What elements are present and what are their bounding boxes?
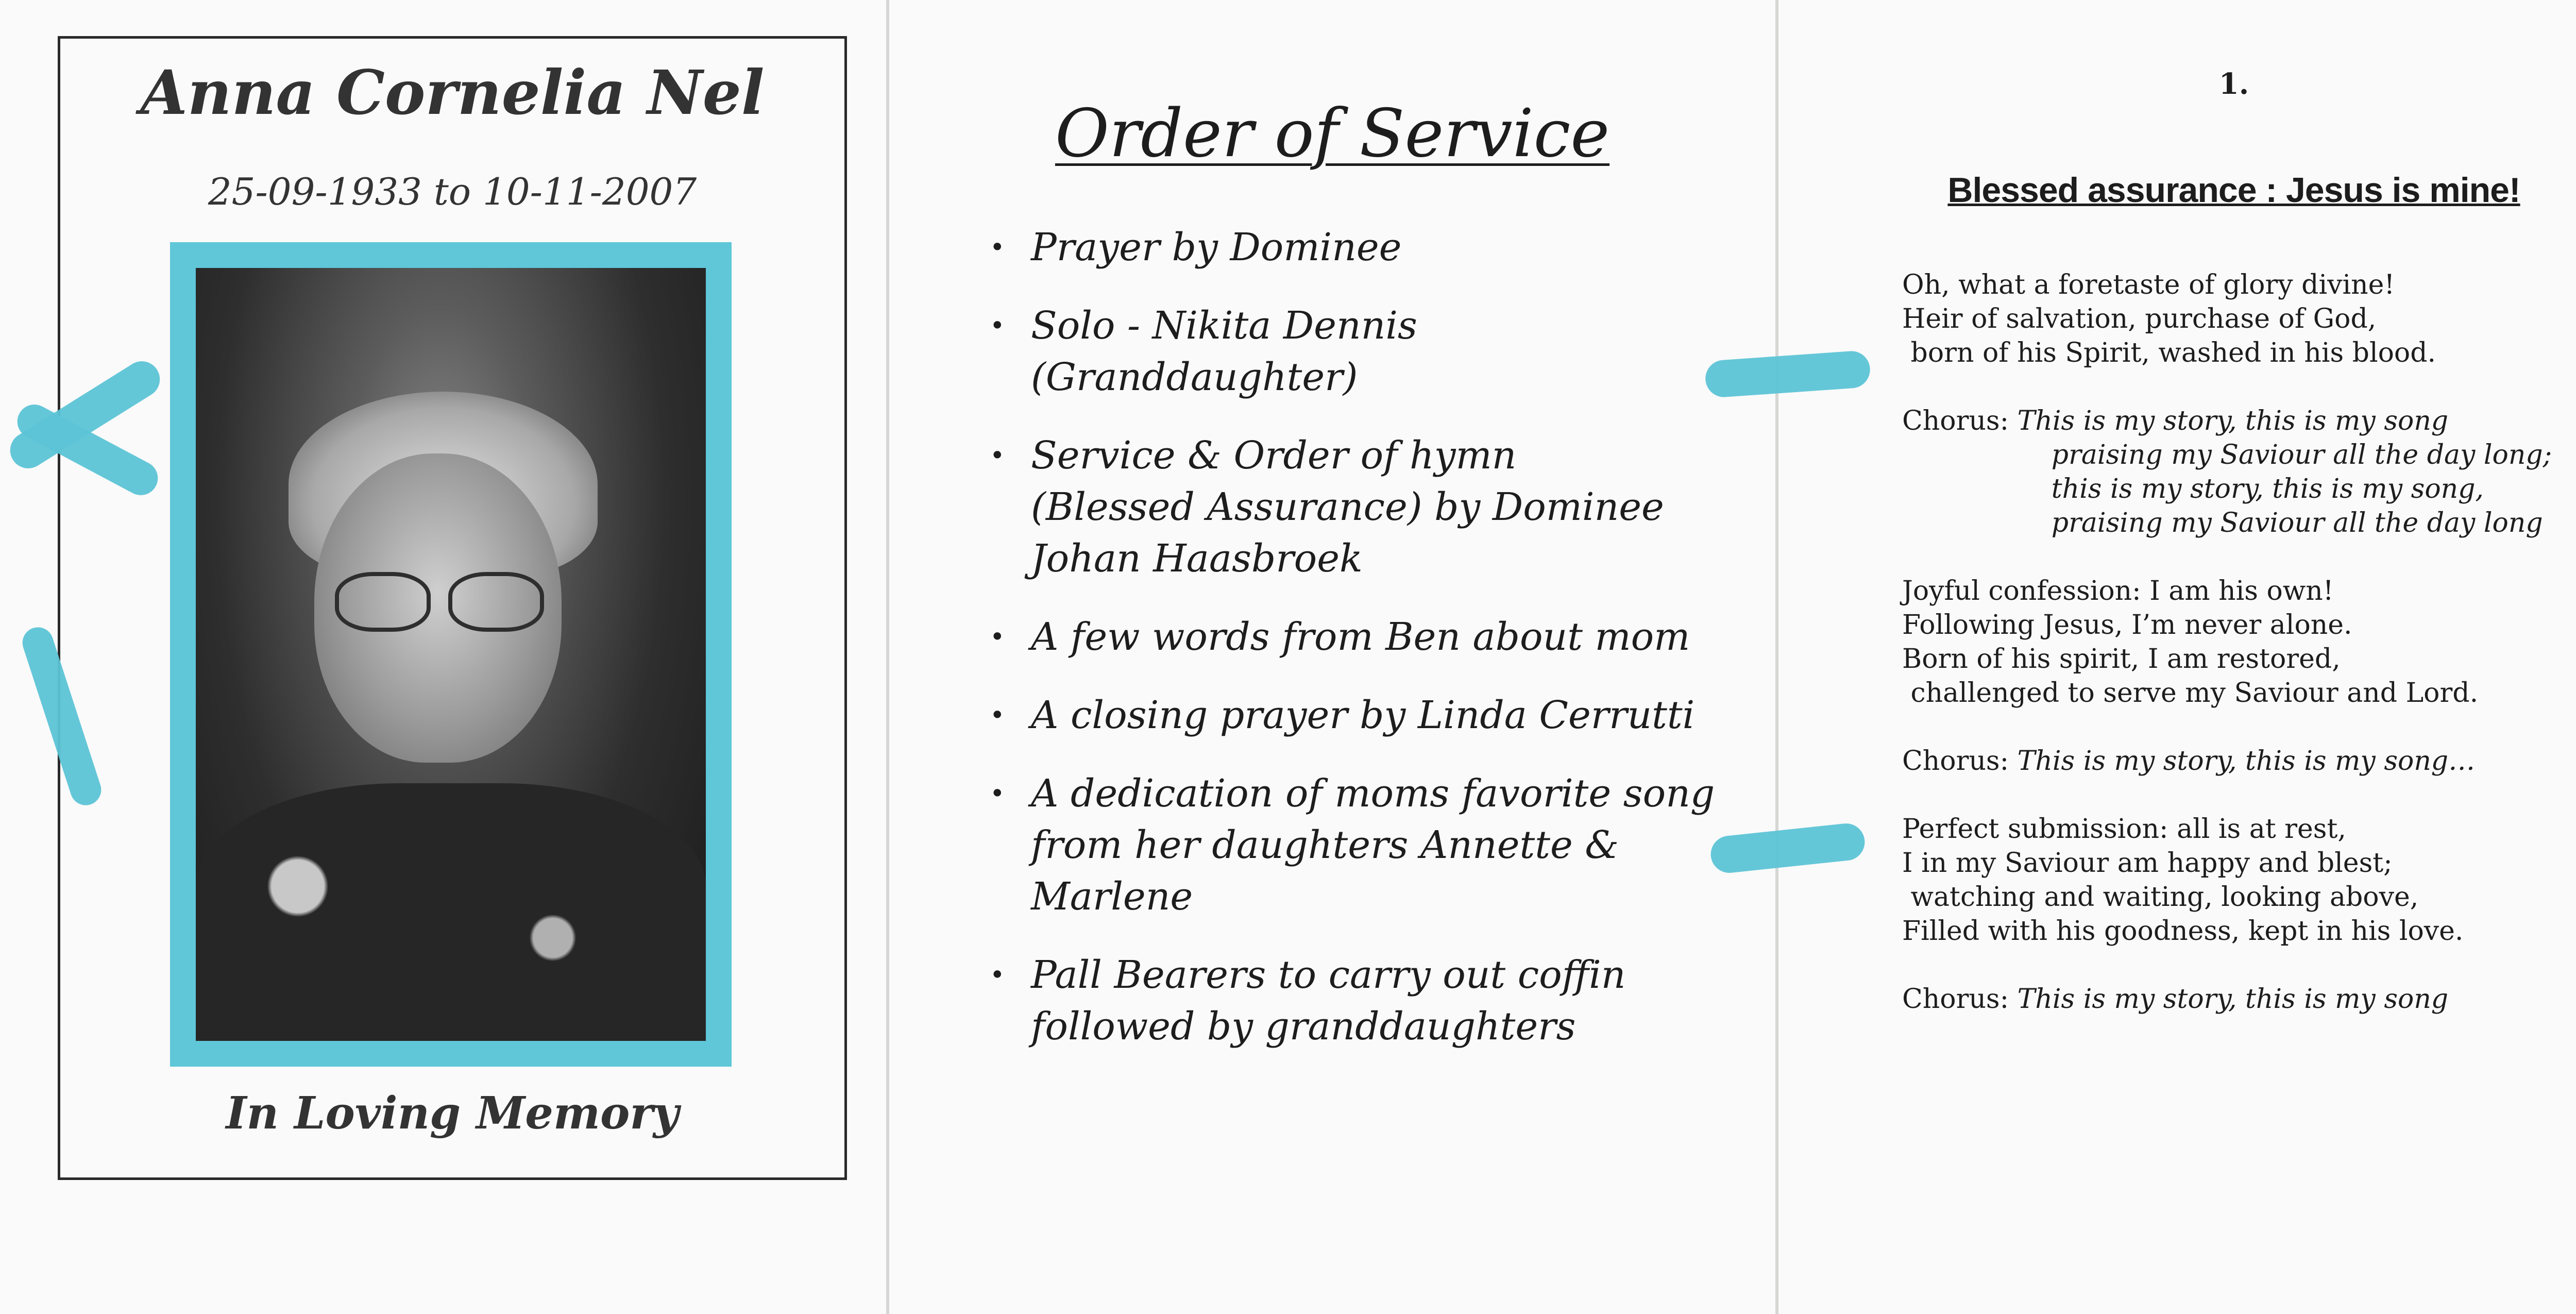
portrait-photo <box>196 268 706 1041</box>
hymn-chorus-2 <box>1902 744 2576 778</box>
service-item: • Solo - Nikita Dennis (Granddaughter) <box>990 300 1742 403</box>
lyric-line: Oh, what a foretaste of glory divine! <box>1902 269 2395 300</box>
hymn-title: Blessed assurance : Jesus is mine! <box>1947 171 2520 210</box>
service-item: • A closing prayer by Linda Cerrutti <box>990 689 1742 741</box>
lyric-line: I in my Saviour am happy and blest; <box>1902 848 2393 879</box>
lyric-line: challenged to serve my Saviour and Lord. <box>1902 678 2479 709</box>
chorus-line: this is my story, this is my song, <box>2017 474 2484 504</box>
service-item: • Prayer by Dominee <box>990 222 1742 273</box>
chorus-line: This is my story, this is my song <box>2017 984 2449 1015</box>
chorus-line: This is my story, this is my song <box>2017 406 2449 436</box>
order-of-service-panel <box>889 0 1775 1314</box>
chorus-line: praising my Saviour all the day long; <box>2017 440 2552 470</box>
service-item: • A dedication of moms favorite song from her daughters Annette & Marlene <box>990 768 1742 922</box>
lyric-line: Born of his spirit, I am restored, <box>1902 644 2341 675</box>
lyric-line: Perfect submission: all is at rest, <box>1902 814 2346 845</box>
hymn-chorus-3 <box>1902 982 2576 1016</box>
hymn-panel <box>1778 0 2576 1314</box>
hymn-verse-1 <box>1902 268 2576 370</box>
lyric-line: born of his Spirit, washed in his blood. <box>1902 338 2436 368</box>
hymn-lyrics <box>1902 268 2576 1050</box>
cover-name: Anna Cornelia Nel <box>140 57 765 128</box>
cover-panel <box>0 0 886 1314</box>
cover-memory-caption: In Loving Memory <box>226 1087 679 1139</box>
hymn-verse-3 <box>1902 812 2576 948</box>
hymn-chorus-1 <box>1902 404 2576 540</box>
chorus-label: Chorus: <box>1902 746 2018 777</box>
lyric-line: Following Jesus, I’m never alone. <box>1902 610 2352 641</box>
lyric-line: watching and waiting, looking above, <box>1902 882 2419 913</box>
chorus-line: This is my story, this is my song… <box>2017 746 2476 777</box>
chorus-line: praising my Saviour all the day long <box>2017 508 2543 538</box>
service-item: • Service & Order of hymn (Blessed Assurance) by Dominee Johan Haasbroek <box>990 430 1742 584</box>
cover-dates: 25-09-1933 to 10-11-2007 <box>208 170 697 213</box>
lyric-line: Joyful confession: I am his own! <box>1902 576 2334 607</box>
service-item: • Pall Bearers to carry out coffin followed by granddaughters <box>990 949 1742 1052</box>
order-of-service-list <box>990 222 1742 1079</box>
lyric-line: Heir of salvation, purchase of God, <box>1902 304 2377 334</box>
lyric-line: Filled with his goodness, kept in his love. <box>1902 916 2464 947</box>
hymn-verse-2 <box>1902 574 2576 710</box>
chorus-label: Chorus: <box>1902 984 2018 1015</box>
service-item: • A few words from Ben about mom <box>990 611 1742 663</box>
chorus-label: Chorus: <box>1902 406 2018 436</box>
page-number: 1. <box>2218 67 2249 101</box>
order-of-service-title: Order of Service <box>1055 95 1610 172</box>
